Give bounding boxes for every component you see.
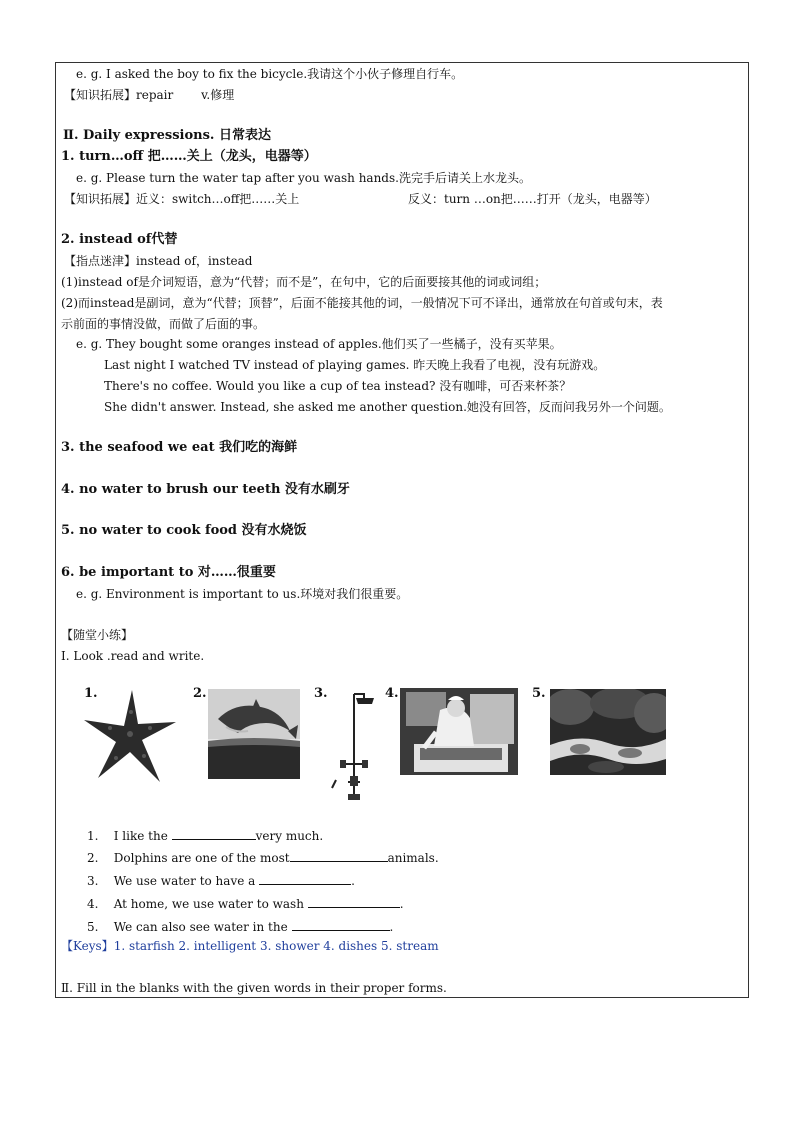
- knowledge-extension-repair: 【知识拓展】repair v.修理: [64, 88, 235, 102]
- question-number: 1.: [87, 829, 99, 843]
- answer-blank[interactable]: [308, 896, 400, 908]
- picture-number-2: 2.: [193, 686, 207, 701]
- item-seafood: 3. the seafood we eat 我们吃的海鲜: [61, 440, 298, 455]
- usage-note-1: (1)instead of是介词短语，意为“代替；而不是”，在句中，它的后面要接其他的词或词组；: [61, 275, 547, 289]
- question-text-before: I like the: [113, 829, 172, 843]
- exercise-1-title: Ⅰ. Look .read and write.: [61, 649, 205, 663]
- question-1: [87, 828, 323, 843]
- example-oranges: e. g. They bought some oranges instead of apples.他们买了一些橘子，没有买苹果。: [76, 337, 562, 351]
- question-text-after: .: [389, 920, 394, 934]
- stream-picture: [550, 689, 666, 775]
- starfish-picture: [80, 682, 180, 788]
- question-text-after: very much.: [255, 829, 324, 843]
- item-be-important-to: 6. be important to 对……很重要: [61, 565, 276, 580]
- answer-keys: [61, 939, 439, 953]
- answer-blank[interactable]: [292, 919, 390, 931]
- turn-off-synonym: 【知识拓展】近义：switch…off把……关上: [64, 192, 300, 206]
- tip-instead-of: 【指点迷津】instead of，instead: [64, 254, 253, 268]
- question-text-after: animals.: [387, 851, 439, 865]
- example-fix-bicycle: e. g. I asked the boy to fix the bicycle.我请这个小伙子修理自行车。: [76, 67, 464, 81]
- question-text-before: Dolphins are one of the most: [113, 851, 290, 865]
- washing-dishes-picture: [400, 688, 518, 775]
- item-cook-food: 5. no water to cook food 没有水烧饭: [61, 523, 307, 538]
- question-2: [87, 850, 439, 865]
- answer-blank[interactable]: [259, 873, 351, 885]
- question-number: 4.: [87, 897, 99, 911]
- question-text-before: We can also see water in the: [113, 920, 292, 934]
- question-number: 2.: [87, 851, 99, 865]
- question-text-before: We use water to have a: [113, 874, 260, 888]
- turn-off-antonym: 反义：turn …on把……打开（龙头，电器等）: [408, 192, 657, 206]
- picture-number-5: 5.: [532, 686, 546, 701]
- question-5: [87, 919, 393, 934]
- example-watched-tv: Last night I watched TV instead of playing games. 昨天晚上我看了电视，没有玩游戏。: [104, 358, 606, 372]
- picture-number-3: 3.: [314, 686, 328, 701]
- usage-note-2-continued: 示前面的事情没做，而做了后面的事。: [61, 317, 266, 331]
- example-turn-off: e. g. Please turn the water tap after you wash hands.洗完手后请关上水龙头。: [76, 171, 531, 185]
- keys-text: 1. starfish 2. intelligent 3. shower 4. dishes 5. stream: [113, 939, 439, 953]
- keys-label: 【Keys】: [61, 939, 114, 953]
- question-number: 3.: [87, 874, 99, 888]
- picture-number-4: 4.: [385, 686, 399, 701]
- shower-picture: [328, 684, 378, 812]
- item-brush-teeth: 4. no water to brush our teeth 没有水刷牙: [61, 482, 350, 497]
- section-daily-expressions-title: Ⅱ. Daily expressions. 日常表达: [63, 128, 271, 143]
- in-class-practice-heading: 【随堂小练】: [61, 628, 134, 642]
- example-answer: She didn't answer. Instead, she asked me another question.她没有回答，反而问我另外一个问题。: [104, 400, 671, 414]
- example-coffee: There's no coffee. Would you like a cup of tea instead? 没有咖啡，可否来杯茶？: [104, 379, 572, 393]
- usage-note-2: (2)而instead是副词，意为“代替；顶替”，后面不能接其他的词，一般情况下可不译出，通常放在句首或句末，表: [61, 296, 663, 310]
- question-text-after: .: [399, 897, 404, 911]
- question-4: [87, 896, 404, 911]
- picture-number-1: 1.: [84, 686, 98, 701]
- dolphin-picture: [208, 689, 300, 779]
- instead-of-heading: 2. instead of代替: [61, 232, 178, 247]
- question-text-after: .: [351, 874, 355, 888]
- question-number: 5.: [87, 920, 99, 934]
- exercise-2-title: Ⅱ. Fill in the blanks with the given words in their proper forms.: [61, 981, 447, 995]
- example-environment: e. g. Environment is important to us.环境对我们很重要。: [76, 587, 409, 601]
- turn-off-heading: 1. turn…off 把……关上（龙头，电器等）: [61, 149, 317, 164]
- question-3: [87, 873, 355, 888]
- question-text-before: At home, we use water to wash: [113, 897, 308, 911]
- answer-blank[interactable]: [290, 850, 388, 862]
- answer-blank[interactable]: [172, 828, 256, 840]
